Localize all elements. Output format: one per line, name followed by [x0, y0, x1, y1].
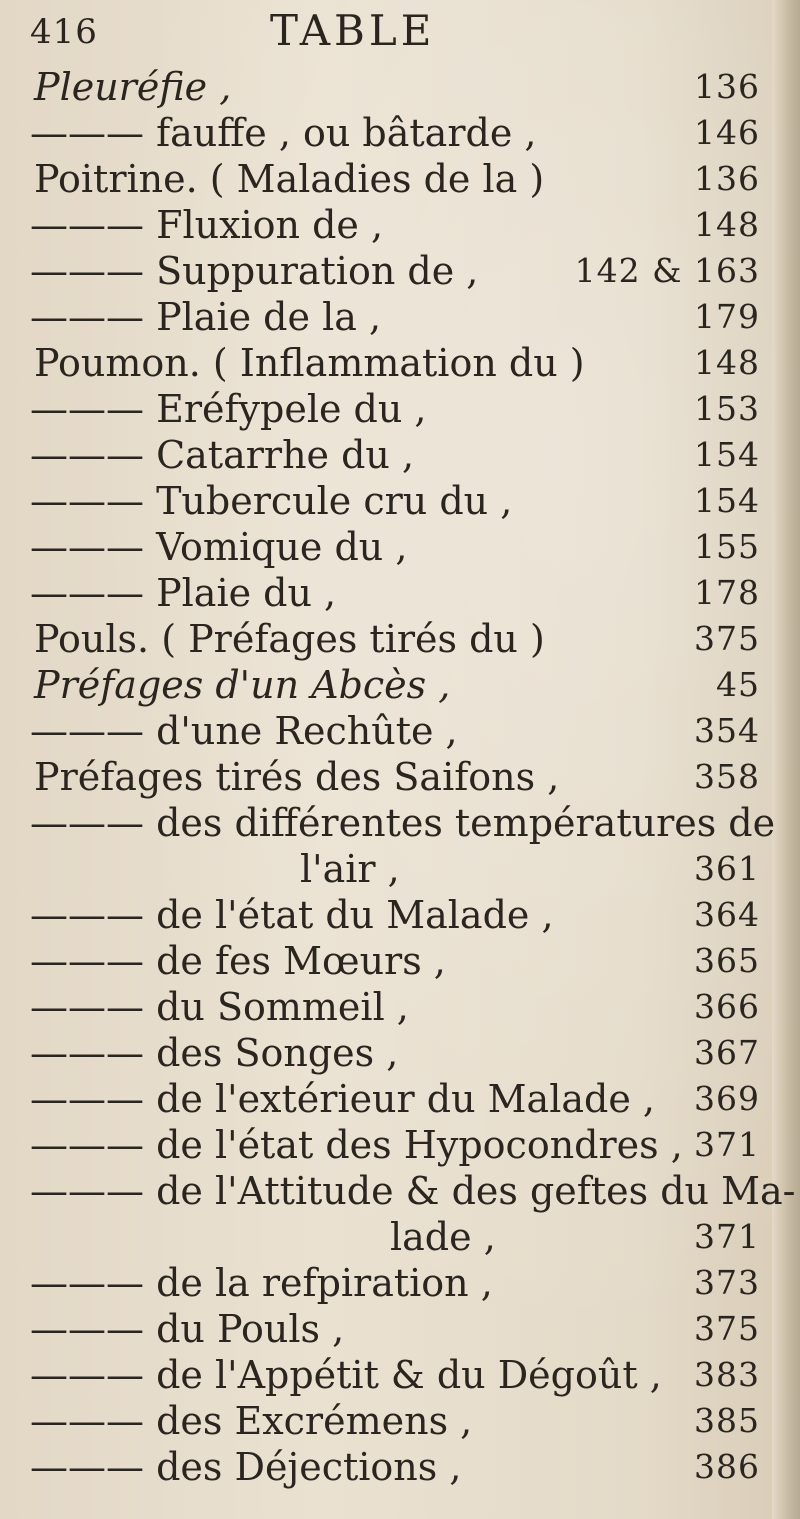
entry-text: ——— de l'état du Malade ,	[30, 893, 554, 937]
running-title: TABLE	[270, 6, 436, 55]
entry-text: ——— Catarrhe du ,	[30, 433, 415, 477]
entry-text: ——— Suppuration de ,	[30, 249, 479, 293]
index-entry	[30, 1074, 770, 1124]
index-entry	[30, 384, 770, 434]
entry-page: 383	[694, 1355, 760, 1394]
entry-page: 375	[694, 1309, 760, 1348]
index-entry	[30, 890, 770, 940]
entry-page: 373	[694, 1263, 760, 1302]
index-entry	[30, 752, 770, 802]
entry-page: 371	[694, 1125, 760, 1164]
entry-page: 136	[694, 67, 760, 106]
entry-text: Poitrine. ( Maladies de la )	[34, 157, 545, 201]
entry-page: 146	[694, 113, 760, 152]
entry-text: ——— Eréfypele du ,	[30, 387, 427, 431]
entry-text: ——— de fes Mœurs ,	[30, 939, 446, 983]
index-entry	[30, 1120, 770, 1170]
entry-page: 358	[694, 757, 760, 796]
entry-page: 365	[694, 941, 760, 980]
entry-text: l'air ,	[300, 847, 400, 891]
entry-page: 154	[694, 481, 760, 520]
index-entry	[30, 338, 770, 388]
entry-text: ——— des Excrémens ,	[30, 1399, 473, 1443]
entry-text: ——— de l'Appétit & du Dégoût ,	[30, 1353, 662, 1397]
index-entry	[30, 292, 770, 342]
entry-text: ——— du Pouls ,	[30, 1307, 345, 1351]
entry-text: ——— des Songes ,	[30, 1031, 399, 1075]
entry-text: ——— de la refpiration ,	[30, 1261, 493, 1305]
entry-page: 364	[694, 895, 760, 934]
index-entry	[30, 246, 770, 296]
entry-text: lade ,	[390, 1215, 496, 1259]
entry-text: ——— fauffe , ou bâtarde ,	[30, 111, 537, 155]
entry-text: ——— du Sommeil ,	[30, 985, 409, 1029]
entry-text: ——— Plaie du ,	[30, 571, 337, 615]
index-entry	[30, 1166, 796, 1216]
index-entry	[30, 154, 770, 204]
entry-page: 153	[694, 389, 760, 428]
entry-page: 155	[694, 527, 760, 566]
entry-text: ——— Plaie de la ,	[30, 295, 382, 339]
entry-page: 136	[694, 159, 760, 198]
entry-text: ——— des différentes températures de	[30, 801, 776, 845]
entry-page: 354	[694, 711, 760, 750]
index-entry	[30, 476, 770, 526]
index-entry	[30, 1304, 770, 1354]
entry-page: 386	[694, 1447, 760, 1486]
page-number: 416	[30, 12, 98, 52]
entry-page: 148	[694, 343, 760, 382]
entry-text: ——— des Déjections ,	[30, 1445, 462, 1489]
index-entry	[30, 798, 776, 848]
index-entry	[30, 1396, 770, 1446]
entry-page: 148	[694, 205, 760, 244]
entry-page: 178	[694, 573, 760, 612]
index-entry	[30, 1258, 770, 1308]
entry-page: 367	[694, 1033, 760, 1072]
entry-text: Préfages tirés des Saifons ,	[34, 755, 560, 799]
entry-page: 361	[694, 849, 760, 888]
index-entry	[30, 1442, 770, 1492]
entry-text: Pleuréfie ,	[34, 65, 232, 109]
index-entry	[30, 1212, 770, 1262]
entry-text: ——— Tubercule cru du ,	[30, 479, 513, 523]
index-entry	[30, 62, 770, 112]
entry-page: 154	[694, 435, 760, 474]
index-entry	[30, 844, 770, 894]
entry-page: 179	[694, 297, 760, 336]
entry-text: Préfages d'un Abcès ,	[34, 663, 451, 707]
entry-text: ——— de l'Attitude & des geftes du Ma-	[30, 1169, 796, 1213]
entry-text: ——— Fluxion de ,	[30, 203, 384, 247]
index-entry	[30, 200, 770, 250]
entry-text: Poumon. ( Inflammation du )	[34, 341, 585, 385]
index-entry	[30, 430, 770, 480]
index-entry	[30, 1350, 770, 1400]
index-entry	[30, 614, 770, 664]
index-entry	[30, 936, 770, 986]
entry-page: 369	[694, 1079, 760, 1118]
entry-page: 366	[694, 987, 760, 1026]
entry-text: Pouls. ( Préfages tirés du )	[34, 617, 545, 661]
index-entry	[30, 568, 770, 618]
entry-text: ——— de l'extérieur du Malade ,	[30, 1077, 655, 1121]
index-entry	[30, 660, 770, 710]
entry-page: 375	[694, 619, 760, 658]
entry-page: 142 & 163	[574, 251, 760, 290]
entry-page: 385	[694, 1401, 760, 1440]
entry-text: ——— Vomique du ,	[30, 525, 408, 569]
entry-page: 371	[694, 1217, 760, 1256]
index-entry	[30, 522, 770, 572]
entry-page: 45	[716, 665, 760, 704]
index-entry	[30, 108, 770, 158]
index-entry	[30, 1028, 770, 1078]
index-entry	[30, 982, 770, 1032]
index-entry	[30, 706, 770, 756]
entry-text: ——— d'une Rechûte ,	[30, 709, 458, 753]
entry-text: ——— de l'état des Hypocondres ,	[30, 1123, 683, 1167]
